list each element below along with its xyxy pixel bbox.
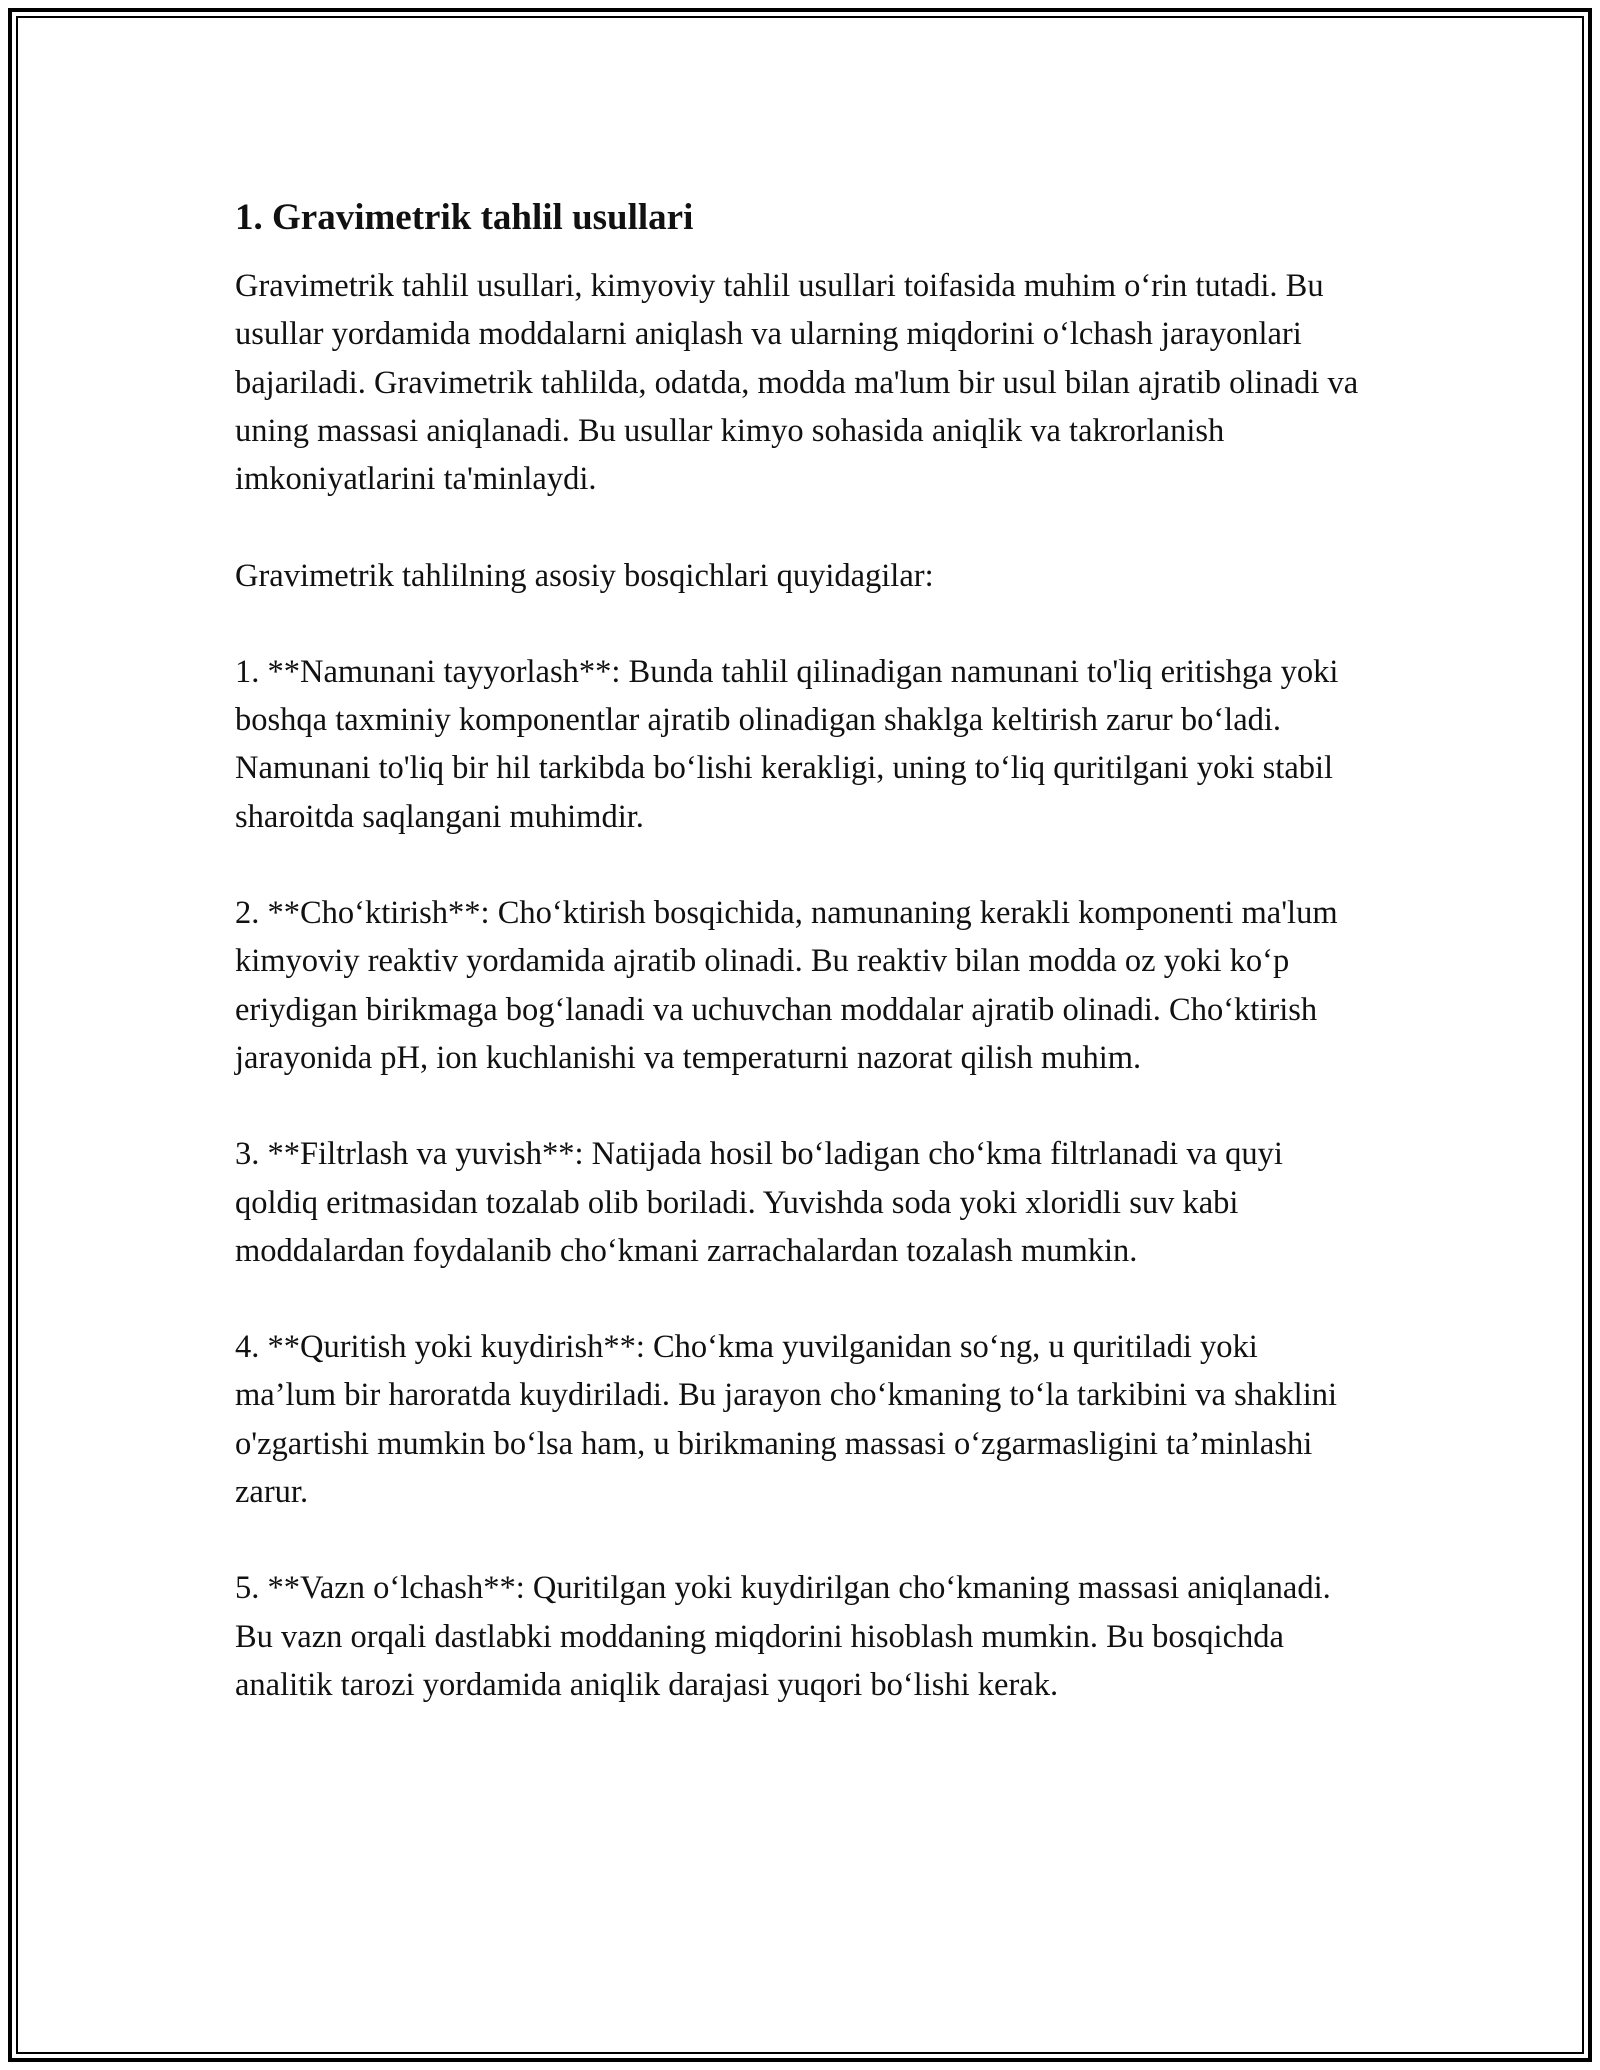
steps-intro-paragraph: Gravimetrik tahlilning asosiy bosqichlari quyidagilar: (235, 557, 934, 594)
step-1-paragraph: 1. **Namunani tayyorlash**: Bunda tahlil qilinadigan namunani to'liq eritishga yoki boshqa taxminiy komponentlar ajratib olinadigan shaklga keltirish zarur bo‘ladi. Namunani to'liq bir hil tarkibda bo‘lishi kerakligi, uning to‘liq quritilgani yoki stabil sharoitda saqlangani muhimdir. (235, 653, 1339, 835)
document-body (235, 180, 1365, 1757)
step-3-paragraph: 3. **Filtrlash va yuvish**: Natijada hosil bo‘ladigan cho‘kma filtrlanadi va quyi qoldiq eritmasidan tozalab olib boriladi. Yuvishda soda yoki xloridli suv kabi moddalardan foydalanib cho‘kmani zarrachalardan tozalash mumkin. (235, 1136, 1283, 1269)
intro-paragraph: Gravimetrik tahlil usullari, kimyoviy tahlil usullari toifasida muhim o‘rin tutadi. Bu usullar yordamida moddalarni aniqlash va ularning miqdorini o‘lchash jarayonlari bajariladi. Gravimetrik tahlilda, odatda, modda ma'lum bir usul bilan ajratib olinadi va uning massasi aniqlanadi. Bu usullar kimyo sohasida aniqlik va takrorlanish imkoniyatlarini ta'minlaydi. (235, 268, 1359, 498)
step-4-paragraph: 4. **Quritish yoki kuydirish**: Cho‘kma yuvilganidan so‘ng, u quritiladi yoki ma’lum bir haroratda kuydiriladi. Bu jarayon cho‘kmaning to‘la tarkibini va shaklini o'zgartishi mumkin bo‘lsa ham, u birikmaning massasi o‘zgarmasligini ta’minlashi zarur. (235, 1329, 1338, 1511)
step-2-paragraph: 2. **Cho‘ktirish**: Cho‘ktirish bosqichida, namunaning kerakli komponenti ma'lum kimyoviy reaktiv yordamida ajratib olinadi. Bu reaktiv bilan modda oz yoki ko‘p eriydigan birikmaga bog‘lanadi va uchuvchan moddalar ajratib olinadi. Cho‘ktirish jarayonida pH, ion kuchlanishi va temperaturni nazorat qilish muhim. (235, 895, 1338, 1076)
step-5-paragraph: 5. **Vazn o‘lchash**: Quritilgan yoki kuydirilgan cho‘kmaning massasi aniqlanadi. Bu vazn orqali dastlabki moddaning miqdorini hisoblash mumkin. Bu bosqichda analitik tarozi yordamida aniqlik darajasi yuqori bo‘lishi kerak. (235, 1570, 1331, 1703)
document-title: 1. Gravimetrik tahlil usullari (235, 197, 694, 238)
